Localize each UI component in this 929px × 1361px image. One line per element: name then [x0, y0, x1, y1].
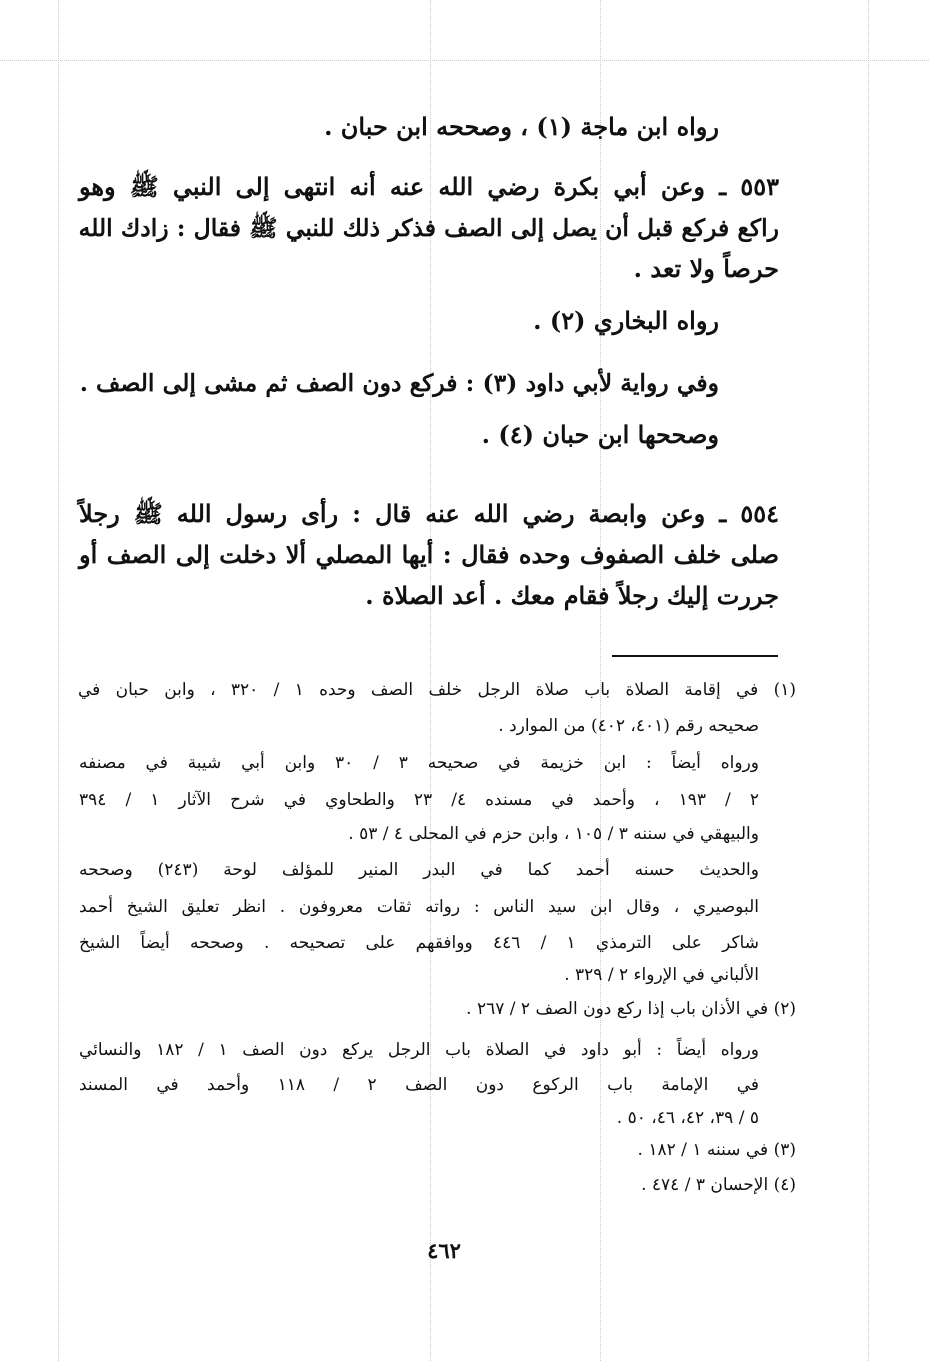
footnote-line-7: البوصيري ، وقال ابن سيد الناس : رواته ثقات معروفون . انظر تعليق الشيخ أحمد — [79, 897, 759, 917]
body-line-5: رواه البخاري (٢) . — [533, 306, 719, 335]
scan-guide-right — [868, 0, 869, 1361]
body-line-8: ٥٥٤ ـ وعن وابصة رضي الله عنه قال : رأى رسول الله ﷺ رجلاً — [79, 499, 779, 528]
body-line-6: وفي رواية لأبي داود (٣) : فركع دون الصف ثم مشى إلى الصف . — [79, 369, 719, 397]
footnote-line-6: والحديث حسنه أحمد كما في البدر المنير للمؤلف لوحة (٢٤٣) وصححه — [79, 860, 759, 880]
footnote-line-1: (١) في إقامة الصلاة باب صلاة الرجل خلف الصف وحده ١ / ٣٢٠ ، وابن حبان في — [78, 680, 796, 700]
footnote-line-13: ٥ / ٣٩، ٤٢، ٤٦، ٥٠ . — [616, 1108, 759, 1128]
footnote-line-9: الألباني في الإرواء ٢ / ٣٢٩ . — [564, 965, 759, 985]
footnote-line-5: والبيهقي في سننه ٣ / ١٠٥ ، وابن حزم في المحلى ٤ / ٥٣ . — [348, 824, 759, 844]
body-line-4: حرصاً ولا تعد . — [633, 254, 779, 283]
footnote-line-11: ورواه أيضاً : أبو داود في الصلاة باب الرجل يركع دون الصف ١ / ١٨٢ والنسائي — [79, 1040, 759, 1060]
footnote-line-8: شاكر على الترمذي ١ / ٤٤٦ ووافقهم على تصحيحه . وصححه أيضاً الشيخ — [79, 933, 759, 953]
page-number: ٤٦٢ — [427, 1238, 461, 1263]
body-line-7: وصححها ابن حبان (٤) . — [481, 420, 719, 449]
footnote-line-15: (٤) الإحسان ٣ / ٤٧٤ . — [641, 1175, 796, 1195]
scan-guide-top — [0, 60, 929, 61]
footnote-line-14: (٣) في سننه ١ / ١٨٢ . — [637, 1140, 796, 1160]
footnote-line-2: صحيحه رقم (٤٠١، ٤٠٢) من الموارد . — [498, 716, 759, 736]
body-line-3: راكع فركع قبل أن يصل إلى الصف فذكر ذلك للنبي ﷺ فقال : زادك الله — [78, 214, 779, 242]
footnote-line-3: ورواه أيضاً : ابن خزيمة في صحيحه ٣ / ٣٠ وابن أبي شيبة في مصنفه — [79, 753, 759, 773]
body-line-9: صلى خلف الصفوف وحده فقال : أيها المصلي ألا دخلت إلى الصف أو — [79, 540, 779, 569]
scan-guide-left — [58, 0, 59, 1361]
footnote-line-10: (٢) في الأذان باب إذا ركع دون الصف ٢ / ٢٦٧ . — [466, 999, 796, 1019]
body-line-10: جررت إليك رجلاً فقام معك . أعد الصلاة . — [365, 581, 779, 610]
footnote-line-4: ٢ / ١٩٣ ، وأحمد في مسنده ٤/ ٢٣ والطحاوي في شرح الآثار ١ / ٣٩٤ — [79, 790, 759, 810]
body-line-1: رواه ابن ماجة (١) ، وصححه ابن حبان . — [324, 112, 719, 141]
footnote-separator — [612, 655, 778, 657]
footnote-line-12: في الإمامة باب الركوع دون الصف ٢ / ١١٨ وأحمد في المسند — [79, 1075, 759, 1095]
body-line-2: ٥٥٣ ـ وعن أبي بكرة رضي الله عنه أنه انتهى إلى النبي ﷺ وهو — [79, 172, 779, 201]
